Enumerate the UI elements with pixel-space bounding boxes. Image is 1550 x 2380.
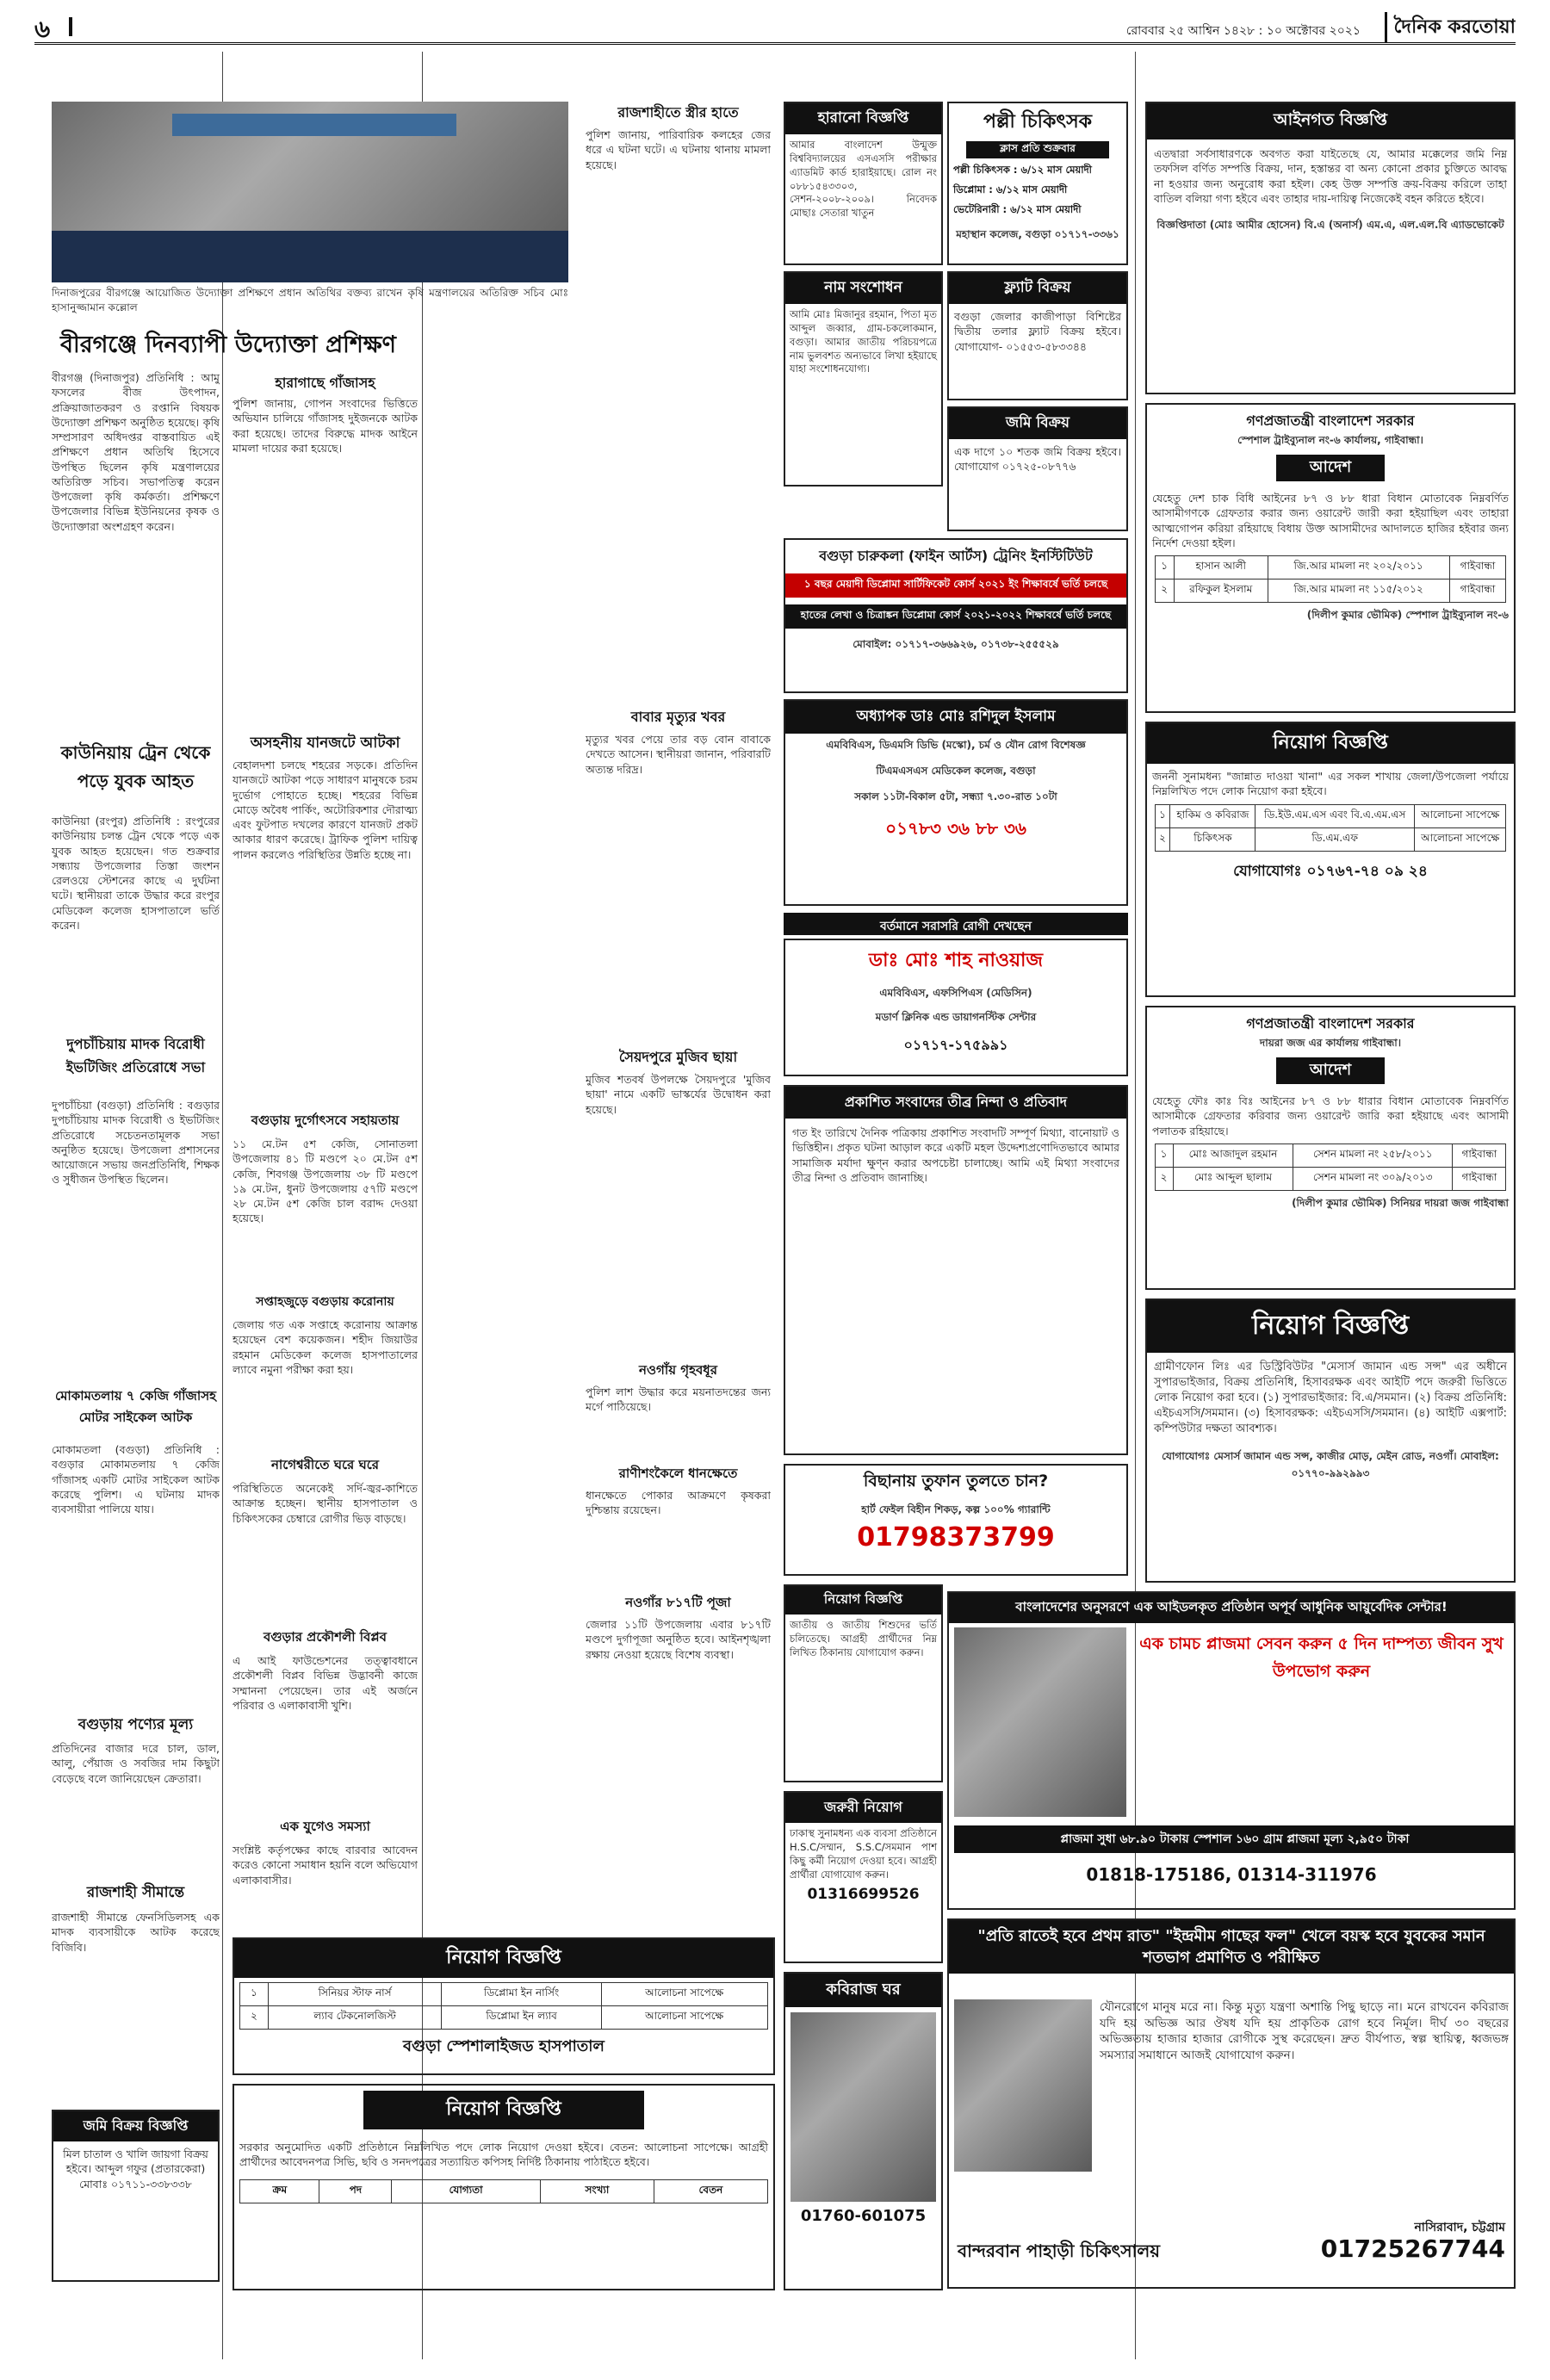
article-naogaon-puja: জেলার ১১টি উপজেলায় এবার ৮১৭টি মণ্ডপে দুর্গাপূজা অনুষ্ঠিত হবে। আইনশৃঙ্খলা রক্ষায় নেওয়া হয়েছে বিশেষ ব্যবস্থা। [586,1618,771,1661]
job1-cell: ডি.এম.এফ [1256,827,1414,851]
headline-rajshahi-wife: রাজশাহীতে স্ত্রীর হাতে [617,104,739,121]
headline-corona: সপ্তাহজুড়ে বগুড়ায় করোনায় [256,1295,394,1309]
indromim-title: "প্রতি রাতেই হবে প্রথম রাত" "ইন্দ্রমীম গাছের ফল" খেলে বয়স্ক হবে যুবকের সমান শতভাগ প্রমাণিত ও পরীক্ষিত [949,1920,1514,1974]
hospital-cell: সিনিয়র স্টাফ নার্স [268,1983,442,2006]
ad-protest [784,1085,1128,1455]
ad-charukola [784,538,1128,693]
court2-sub: দায়রা জজ এর কার্যালয় গাইবান্ধা। [1259,1037,1402,1049]
headline-engineer: বগুড়ার প্রকৌশলী বিপ্লব [264,1629,387,1645]
ad-urgent-title: জরুরী নিয়োগ [785,1793,941,1823]
court-order-1 [1145,403,1516,713]
ad-kabiraj-title: কবিরাজ ঘর [785,1974,941,2007]
court1-cell: ২ [1155,580,1174,603]
ayur-phone: 01818-175186, 01314-311976 [1086,1864,1377,1885]
bottom-job-header: বেতন [654,2179,768,2203]
ayur-image [954,1627,1126,1817]
court1-cell: গাইবান্ধা [1449,556,1506,580]
job1-cell: ডি.ইউ.এম.এস এবং বি.এ.এম.এস [1256,804,1414,827]
article-dupchanchia: দুপচাঁচিয়া (বগুড়া) প্রতিনিধি : বগুড়ার দুপচাঁচিয়ায় মাদক বিরোধী ও ইভটিজিং প্রতিরোধে সচেতনতামূলক সভা অনুষ্ঠিত হয়েছে। উপজেলা প্রশাসনের আয়োজনে সভায় জনপ্রতিনিধি, শিক্ষক ও সুধীজন উপস্থিত ছিলেন। [52,1099,220,1187]
headline-mujib: সৈয়দপুরে মুজিব ছায়া [618,1049,738,1065]
article-corona: জেলায় গত এক সপ্তাহে করোনায় আক্রান্ত হয়েছেন বেশ কয়েকজন। শহীদ জিয়াউর রহমান মেডিকেল কলেজ হাসপাতালের ল্যাবে নমুনা পরীক্ষা করা হয়। [232,1318,418,1376]
job1-title: নিয়োগ বিজ্ঞপ্তি [1147,723,1514,764]
article-engineer: এ আই ফাউন্ডেশনের তত্ত্বাবধানে প্রকৌশলী বিপ্লব বিভিন্ন উদ্ভাবনী কাজে সম্মাননা পেয়েছেন। তার এই অর্জনে পরিবার ও এলাকাবাসী খুশি। [232,1654,418,1712]
court2-cell: মোঃ আজাদুল রহমান [1173,1144,1293,1167]
hospital-cell: ল্যাব টেকনোলজিস্ট [268,2006,442,2030]
column-divider [222,52,223,2359]
ad-name-title: নাম সংশোধন [785,273,941,304]
ad-land-sale-text: মিল চাতাল ও খালি জায়গা বিক্রয় হইবে। আব্দুল গফুর (প্রতারকেরা) মোবাঃ ০১৭১১-৩৩৮৩৩৮ [63,2148,208,2191]
court1-cell: হাসান আলী [1174,556,1268,580]
ad-urgent-job [784,1791,943,1963]
court2-cell: ২ [1155,1167,1173,1190]
ad-ayurvedic [947,1591,1516,1910]
photo-banner [172,114,456,136]
headline-haragach: হারাগাছে গাঁজাসহ [275,375,375,391]
headline-problem: এক যুগেও সমস্যা [280,1819,370,1834]
headline-birganj: বীরগঞ্জে দিনব্যাপী উদ্যোক্তা প্রশিক্ষণ [59,332,396,358]
job1-cell: ২ [1155,827,1170,851]
ad-nawaz-place: মডার্ণ ক্লিনিক এন্ড ডায়াগনস্টিক সেন্টার [875,1011,1037,1023]
ad-niyog-small-text: জাতীয় ও জাতীয় শিশুদের ভর্তি চলিতেছে। আগ্রহী প্রার্থীদের নিম্ন লিখিত ঠিকানায় যোগাযোগ করুন। [790,1619,937,1658]
court2-cell: সেশন মামলা নং ৩০৯/২০১৩ [1293,1167,1453,1190]
headline-mokamtola: মোকামতলায় ৭ কেজি গাঁজাসহ মোটর সাইকেল আটক [54,1388,216,1425]
hospital-job-title: নিয়োগ বিজ্ঞপ্তি [234,1939,773,1978]
court1-text: যেহেতু দেশ চাক বিধি আইনের ৮৭ ও ৮৮ ধারা বিধান মোতাবেক নিম্নবর্ণিত আসামীগণকে গ্রেফতার করার জন্য ওয়ারেন্ট জারী করা হইয়াছিল এবং তাহারা আত্মগোপন করিয়া রহিয়াছে বিধায় উক্ত আসামীদের আদালতে হাজির হইবার জন্য নির্দেশ দেওয়া হইল। [1152,492,1509,549]
job1-cell: আলোচনা সাপেক্ষে [1414,827,1506,851]
ad-direct-patient-banner: বর্তমানে সরাসরি রোগী দেখছেন [784,913,1128,935]
ad-doctor-degree: এমবিবিএস, ডিএমসি ডিভি (মস্কো), চর্ম ও যৌন রোগ বিশেষজ্ঞ [826,739,1086,751]
ad-palli-line: পল্লী চিকিৎসক : ৬/১২ মাস মেয়াদী [953,164,1092,176]
ad-kabiraj-image [790,2012,936,2202]
bottom-job-header: যোগ্যতা [392,2179,540,2203]
court1-cell: জি.আর মামলা নং ২০২/২০১১ [1268,556,1449,580]
court2-cell: সেশন মামলা নং ২৫৮/২০১১ [1293,1144,1453,1167]
photo-table [52,231,568,282]
ad-hospital-job [232,1937,775,2075]
indromim-phone: 01725267744 [1320,2234,1505,2263]
headline-naogaon-puja: নওগাঁর ৮১৭টি পূজা [625,1595,731,1610]
article-ranishankail: ধানক্ষেতে পোকার আক্রমণে কৃষকরা দুশ্চিন্তায় রয়েছেন। [586,1489,771,1517]
bottom-job-text: সরকার অনুমোদিত একটি প্রতিষ্ঠানে নিম্নলিখিত পদে লোক নিয়োগ দেওয়া হইবে। বেতন: আলোচনা সাপেক্ষে। আগ্রহী প্রার্থীদের আবেদনপত্র সিভি, ছবি ও সনদপত্রের সত্যায়িত কপিসহ নির্দিষ্ট ঠিকানায় পাঠাইতে হইবে। [239,2141,768,2169]
hospital-cell: ডিপ্লোমা ইন নার্সিং [442,1983,601,2006]
ad-job-1 [1145,722,1516,997]
article-mujib: মুজিব শতবর্ষ উপলক্ষে সৈয়দপুরে 'মুজিব ছায়া' নামে একটি ভাস্কর্যের উদ্বোধন করা হয়েছে। [586,1073,771,1116]
court-order-2 [1145,1006,1516,1290]
court2-cell: মোঃ আব্দুল ছালাম [1173,1167,1293,1190]
job2-text: গ্রামীণফোন লিঃ এর ডিস্ট্রিবিউটর "মেসার্স জামান এন্ড সন্স" এর অধীনে সুপারভাইজার, বিক্রয় প্রতিনিধি, হিসাবরক্ষক এবং আইটি পদে জরুরী ভিত্তিতে লোক নিয়োগ করা হবে। (১) সুপারভাইজার: বি.এ/সমমান। (২) বিক্রয় প্রতিনিধি: এইচএসসি/সমমান। (৩) হিসাবরক্ষক: এইচএসসি/সমমান। (৪) আইটি এক্সপার্ট: কম্পিউটার দক্ষতা আবশ্যক। [1154,1360,1507,1435]
ad-job-2 [1145,1298,1516,1583]
court1-table [1155,555,1507,603]
article-nageshwari: পরিস্থিতিতে অনেকেই সর্দি-জ্বর-কাশিতে আক্রান্ত হচ্ছেন। স্থানীয় হাসপাতাল ও চিকিৎসকের চেম্বারে রোগীর ভিড় বাড়ছে। [232,1482,418,1525]
ad-legal-signature: বিজ্ঞপ্তিদাতা (মোঃ আমীর হোসেন) বি.এ (অনার্স) এম.এ, এল.এল.বি এ্যাডভোকেট [1156,219,1504,231]
ad-bichana [784,1464,1128,1576]
ad-legal-text: এতদ্বারা সর্বসাধারণকে অবগত করা যাইতেছে যে, আমার মক্কেলের জমি নিম্ন তফসিল বর্ণিত সম্পত্তি বিক্রয়, দান, হস্তান্তর বা অন্য কোনো প্রকার চুক্তিতে আবদ্ধ না হওয়ার জন্য অনুরোধ করা হইল। কেহ উক্ত সম্পত্তি ক্রয়-বিক্রয় করিলে তাহা বাতিল বলিয়া গণ্য হইবে এবং তাহার দায়-দায়িত্ব নিজেকেই বহন করিতে হইবে। [1154,147,1507,205]
job1-table [1155,804,1507,852]
ad-doctor-rashidul [784,699,1128,906]
header-date: রোববার ২৫ আশ্বিন ১৪২৮ : ১০ অক্টোবর ২০২১ [1125,24,1361,38]
court2-cell: ১ [1155,1144,1173,1167]
photo-caption: দিনাজপুরের বীরগঞ্জে আয়োজিত উদ্যোক্তা প্রশিক্ষণে প্রধান অতিথির বক্তব্য রাখেন কৃষি মন্ত্রণালয়ের অতিরিক্ত সচিব মোঃ হাসানুজ্জামান কল্লোল [52,287,568,313]
headline-nageshwari: নাগেশ্বরীতে ঘরে ঘরে [270,1457,380,1472]
ad-legal-title: আইনগত বিজ্ঞপ্তি [1147,103,1514,139]
court1-cell: জি.আর মামলা নং ১১৫/২০১২ [1268,580,1449,603]
article-problem: সংশ্লিষ্ট কর্তৃপক্ষের কাছে বারবার আবেদন করেও কোনো সমাধান হয়নি বলে অভিযোগ এলাকাবাসীর। [232,1844,418,1887]
headline-father: বাবার মৃত্যুর খবর [630,709,726,725]
court2-table [1155,1144,1507,1191]
ad-bichana-sub: হার্ট ফেইল বিহীন শিকড়, কল্প ১০০% গ্যারান্টি [861,1503,1051,1515]
ad-palli-line: ভেটেরিনারী : ৬/১২ মাস মেয়াদী [953,203,1082,215]
ad-charukola-line2: হাতের লেখা ও চিত্রাঙ্কন ডিপ্লোমা কোর্স ২০২১-২০২২ শিক্ষাবর্ষে ভর্তি চলছে [785,604,1126,629]
hospital-cell: ডিপ্লোমা ইন ল্যাব [442,2006,601,2030]
ad-land-sale-2 [947,406,1128,531]
ad-nawaz-phone: ০১৭১৭-১৭৫৯৯১ [903,1037,1008,1053]
ad-doctor-time: সকাল ১১টা-বিকাল ৫টা, সন্ধ্যা ৭.৩০-রাত ১০টা [854,790,1057,803]
masthead: দৈনিক করতোয়া [1385,12,1516,44]
court2-title: গণপ্রজাতন্ত্রী বাংলাদেশ সরকার [1246,1015,1415,1032]
ad-legal-notice [1145,102,1516,394]
hospital-cell: ১ [240,1983,268,2006]
ad-charukola-title: বগুড়া চারুকলা (ফাইন আর্টস) ট্রেনিং ইনস্টিটিউট [819,548,1093,564]
ad-charukola-contact: মোবাইল: ০১৭১৭-৩৬৬৯২৬, ০১৭৩৮-২৫৫৫২৯ [852,638,1059,650]
ad-doctor-title: অধ্যাপক ডাঃ মোঃ রশিদুল ইসলাম [785,701,1126,734]
court2-heading: আদেশ [1276,1057,1385,1084]
court1-heading: আদেশ [1276,455,1385,481]
job1-cell: চিকিৎসক [1170,827,1256,851]
indromim-name: বান্দরবান পাহাড়ী চিকিৎসালয় [958,2241,1161,2261]
job1-cell: আলোচনা সাপেক্ষে [1414,804,1506,827]
hospital-job-table [239,1982,767,2030]
ayur-sub: এক চামচ প্লাজমা সেবন করুন ৫ দিন দাম্পত্য জীবন সুখ উপভোগ করুন [1139,1634,1504,1681]
bottom-job-header: সংখ্যা [540,2179,654,2203]
ad-flat-title: ফ্ল্যাট বিক্রয় [949,273,1126,304]
court1-sub: স্পেশাল ট্রাইব্যুনাল নং-৬ কার্যালয়, গাইবান্ধা। [1237,434,1423,446]
article-birganj: বীরগঞ্জ (দিনাজপুর) প্রতিনিধি : আমু ফসলের বীজ উৎপাদন, প্রক্রিয়াজাতকরণ ও রপ্তানি বিষয়ক উদ্যোক্তা প্রশিক্ষণ অনুষ্ঠিত হয়েছে। কৃষি সম্প্রসারণ অধিদপ্তর বাস্তবায়িত এই প্রশিক্ষণে প্রধান অতিথি হিসেবে উপস্থিত ছিলেন কৃষি মন্ত্রণালয়ের অতিরিক্ত সচিব। সভাপতিত্ব করেন উপজেলা কৃষি কর্মকর্তা। প্রশিক্ষণে উপজেলার বিভিন্ন ইউনিয়নের কৃষক ও উদ্যোক্তারা অংশগ্রহণ করেন। [52,371,220,533]
page-number: ৬ [34,15,51,43]
hospital-cell: আলোচনা সাপেক্ষে [601,2006,767,2030]
article-rajshahi-wife: পুলিশ জানায়, পারিবারিক কলহের জের ধরে এ ঘটনা ঘটে। এ ঘটনায় থানায় মামলা হয়েছে। [586,128,771,171]
ad-nawaz-degree: এমবিবিএস, এফসিপিএস (মেডিসিন) [879,987,1032,999]
court1-cell: রফিকুল ইসলাম [1174,580,1268,603]
article-bogura-price: প্রতিদিনের বাজার দরে চাল, ডাল, আলু, পেঁয়াজ ও সবজির দাম কিছুটা বেড়েছে বলে জানিয়েছেন ক্রেতারা। [52,1742,220,1785]
headline-durga: বগুড়ায় দুর্গোৎসবে সহায়তায় [251,1113,400,1128]
article-traffic: বেহালদশা চলছে শহরের সড়কে। প্রতিদিন যানজটে আটকা পড়ে সাধারণ মানুষকে চরম দুর্ভোগ পোহাতে হচ্ছে। শহরের বিভিন্ন মোড়ে অবৈধ পার্কিং, অটোরিকশার দৌরাত্ম্য এবং ফুটপাত দখলের কারণে যানজট প্রকট আকার ধারণ করেছে। ট্রাফিক পুলিশ দায়িত্ব পালন করলেও পরিস্থিতির উন্নতি হচ্ছে না। [232,759,418,861]
ad-indromim [947,1918,1516,2289]
ayur-title: বাংলাদেশের অনুসরণে এক আইডলকৃত প্রতিষ্ঠান অপূর্ব আধুনিক আয়ুর্বেদিক সেন্টার! [949,1593,1514,1623]
ad-bichana-title: বিছানায় তুফান তুলতে চান? [863,1472,1049,1491]
bottom-job-header: পদ [319,2179,392,2203]
ad-doctor-phone: ০১৭৮৩ ৩৬ ৮৮ ৩৬ [885,818,1026,839]
ad-land2-text: এক দাগে ১০ শতক জমি বিক্রয় হইবে। যোগাযোগ ০১৭২৫-০৮৭৭৬ [954,445,1121,474]
court2-cell: গাইবান্ধা [1453,1167,1506,1190]
header-rule [69,17,72,36]
ad-flat-sale [947,271,1128,400]
ad-lost-notice-text: আমার বাংলাদেশ উন্মুক্ত বিশ্ববিদ্যালয়ের এসএসসি পরীক্ষার এ্যাডমিট কার্ড হারাইয়াছে। রোল নং ০৮৮১৫৪৩৩০৩, সেশন-২০০৮-২০০৯। নিবেদক মোছাঃ সেতারা খাতুন [790,139,937,220]
ad-land2-title: জমি বিক্রয় [949,408,1126,439]
ad-niyog-small [784,1584,943,1782]
ad-urgent-phone: 01316699526 [807,1886,920,1904]
ad-palli-line: ডিপ্লোমা : ৬/১২ মাস মেয়াদী [953,183,1068,195]
ad-land-sale [52,2110,220,2282]
news-photo [52,102,568,282]
ad-palli-contact: মহাস্থান কলেজ, বগুড়া ০১৭১৭-৩৩৬১ [956,228,1119,240]
ad-charukola-line1: ১ বছর মেয়াদী ডিপ্লোমা সার্টিফিকেট কোর্স ২০২১ ইং শিক্ষাবর্ষে ভর্তি চলছে [785,573,1126,598]
ad-protest-title: প্রকাশিত সংবাদের তীব্র নিন্দা ও প্রতিবাদ [785,1087,1126,1119]
hospital-cell: ২ [240,2006,268,2030]
court1-cell: গাইবান্ধা [1449,580,1506,603]
ad-name-text: আমি মোঃ মিজানুর রহমান, পিতা মৃত আব্দুল জব্বার, গ্রাম-চকলোকমান, বগুড়া। আমার জাতীয় পরিচয়পত্রে নাম ভুলবশত অন্যভাবে লিখা হইয়াছে যাহা সংশোধনযোগ্য। [790,308,937,375]
page-header [34,10,1516,45]
court2-signature: (দিলীপ কুমার ভৌমিক) সিনিয়র দায়রা জজ গাইবান্ধা [1292,1196,1509,1209]
job1-text: জননী সুনামধন্য "জান্নাত দাওয়া খানা" এর সকল শাখায় জেলা/উপজেলা পর্যায়ে নিম্নলিখিত পদে লোক নিয়োগ করা হইবে। [1152,770,1509,798]
ad-bichana-phone: 01798373799 [857,1522,1055,1553]
ad-name-correction [784,271,943,487]
article-naogaon: পুলিশ লাশ উদ্ধার করে ময়নাতদন্তের জন্য মর্গে পাঠিয়েছে। [586,1385,771,1414]
ad-niyog-small-title: নিয়োগ বিজ্ঞপ্তি [785,1586,941,1615]
ad-urgent-text: ঢাকাস্থ সুনামধন্য এক ব্যবসা প্রতিষ্ঠানে H.S.C/সম্মান, S.S.C/সমমান পাশ কিছু কর্মী নিয়োগ দেওয়া হবে। আগ্রহী প্রার্থীরা যোগাযোগ করুন। [790,1827,937,1881]
ad-kabiraj-phone: 01760-601075 [800,2207,927,2225]
ayur-band: প্লাজমা সুধা ৬৮.৯০ টাকায় স্পেশাল ১৬০ গ্রাম প্লাজমা মূল্য ২,৯৫০ টাকা [954,1825,1516,1853]
bottom-job-table [239,2179,767,2203]
court1-signature: (দিলীপ কুমার ভৌমিক) স্পেশাল ট্রাইব্যুনাল নং-৬ [1306,609,1509,621]
ad-flat-text: বগুড়া জেলার কাজীপাড়া বিশিষ্টের দ্বিতীয় তলার ফ্ল্যাট বিক্রয় হইবে। যোগাযোগ- ০১৫৫৩-৫৮৩৩৪৪ [954,310,1121,353]
article-father: মৃত্যুর খবর পেয়ে তার বড় বোন বাবাকে দেখতে আসেন। স্থানীয়রা জানান, পরিবারটি অত্যন্ত দরিদ্র। [586,733,771,776]
article-haragach: পুলিশ জানায়, গোপন সংবাদের ভিত্তিতে অভিযান চালিয়ে গাঁজাসহ দুইজনকে আটক করা হয়েছে। তাদের বিরুদ্ধে মাদক আইনে মামলা দায়ের করা হয়েছে। [232,397,418,455]
indromim-text: যৌনরোগে মানুষ মরে না। কিন্তু মৃত্যু যন্ত্রণা অশান্তি পিছু ছাড়ে না। মনে রাখবেন কবিরাজ যদি হয় অভিজ্ঞ আর ঔষধ যদি হয় প্রাকৃতিক রোগ হবে নির্মূল। দীর্ঘ ৩০ বছরের অভিজ্ঞতায় হাজার হাজার রোগীকে সুস্থ করেছেন। দ্রুত বীর্যপাত, স্বল্প স্থায়িত্ব, ধ্বজভঙ্গ সমস্যার সমাধানে আজই যোগাযোগ করুন। [1100,2000,1509,2062]
ad-lost-notice-title: হারানো বিজ্ঞপ্তি [785,103,941,134]
job1-cell: ১ [1155,804,1170,827]
headline-bogura-price: বগুড়ায় পণ্যের মূল্য [78,1716,194,1733]
article-rajshahi-border: রাজশাহী সীমান্তে ফেনসিডিলসহ এক মাদক ব্যবসায়ীকে আটক করেছে বিজিবি। [52,1911,220,1954]
ad-palli-chikitsok [947,102,1128,265]
court2-cell: গাইবান্ধা [1453,1144,1506,1167]
headline-ranishankail: রাণীশংকৈলে ধানক্ষেতে [618,1466,738,1481]
indromim-place: নাসিরাবাদ, চট্টগ্রাম [1414,2221,1505,2234]
headline-rajshahi-border: রাজশাহী সীমান্তে [86,1884,185,1901]
ad-palli-title: পল্লী চিকিৎসক [983,111,1093,133]
headline-traffic: অসহনীয় যানজটে আটকা [250,734,400,752]
job1-cell: হাকিম ও কবিরাজ [1170,804,1256,827]
court1-title: গণপ্রজাতন্ত্রী বাংলাদেশ সরকার [1246,412,1415,429]
ad-nawaz-title: ডাঃ মোঃ শাহ নাওয়াজ [868,950,1044,971]
article-mokamtola: মোকামতলা (বগুড়া) প্রতিনিধি : বগুড়ার মোকামতলায় ৭ কেজি গাঁজাসহ একটি মোটর সাইকেল আটক করেছে পুলিশ। এ ঘটনায় মাদক ব্যবসায়ীরা পালিয়ে যায়। [52,1443,220,1515]
headline-naogaon: নওগাঁয় গৃহবধূর [639,1362,717,1378]
court2-text: যেহেতু ফৌঃ কাঃ বিঃ আইনের ৮৭ ও ৮৮ ধারার বিধান মোতাবেক নিম্নবর্ণিত আসামীকে গ্রেফতার করিবার জন্য ওয়ারেন্ট জারি করা হইয়াছে এবং আসামী পলাতক রহিয়াছে। [1152,1094,1509,1137]
job2-title: নিয়োগ বিজ্ঞপ্তি [1147,1300,1514,1353]
bottom-job-title: নিয়োগ বিজ্ঞপ্তি [363,2091,644,2129]
ad-kabiraj [784,1972,943,2290]
ad-doctor-nawaz [784,939,1128,1076]
article-kaunia: কাউনিয়া (রংপুর) প্রতিনিধি : রংপুরের কাউনিয়ায় চলন্ত ট্রেন থেকে পড়ে এক যুবক আহত হয়েছেন। গত শুক্রবার সন্ধ্যায় উপজেলার তিস্তা জংশন রেলওয়ে স্টেশনের কাছে এ দুর্ঘটনা ঘটে। স্থানীয়রা তাকে উদ্ধার করে রংপুর মেডিকেল কলেজ হাসপাতালে ভর্তি করেন। [52,815,220,932]
ad-bottom-job [232,2084,775,2290]
ad-doctor-place: টিএমএসএস মেডিকেল কলেজ, বগুড়া [876,765,1036,777]
hospital-org: বগুড়া স্পেশালাইজড হাসপাতাল [403,2037,604,2055]
job2-contact: যোগাযোগঃ মেসার্স জামান এন্ড সন্স, কাজীর মোড়, মেইন রোড, নওগাঁ। মোবাইল: ০১৭৭০-৯৯২৯৯৩ [1162,1449,1499,1479]
ad-protest-text: গত ইং তারিখে দৈনিক পত্রিকায় প্রকাশিত সংবাদটি সম্পূর্ণ মিথ্যা, বানোয়াট ও ভিত্তিহীন। প্রকৃত ঘটনা আড়াল করে একটি মহল উদ্দেশ্যপ্রণোদিতভাবে আমার সামাজিক মর্যাদা ক্ষুণ্ন করার অপচেষ্টা চালাচ্ছে। আমি এই মিথ্যা সংবাদের তীব্র নিন্দা ও প্রতিবাদ জানাচ্ছি। [792,1126,1119,1184]
headline-dupchanchia: দুপচাঁচিয়ায় মাদক বিরোধী ইভটিজিং প্রতিরোধে সভা [65,1036,206,1075]
indromim-image [954,1999,1092,2172]
headline-kaunia: কাউনিয়ায় ট্রেন থেকে পড়ে যুবক আহত [60,742,211,791]
ad-lost-notice [784,102,943,265]
hospital-cell: আলোচনা সাপেক্ষে [601,1983,767,2006]
job1-contact: যোগাযোগঃ ০১৭৬৭-৭৪ ০৯ ২৪ [1233,862,1428,880]
ad-palli-sub: ক্লাস প্রতি শুক্রবার [966,141,1109,158]
article-durga: ১১ মে.টন ৫শ কেজি, সোনাতলা উপজেলায় ৪১ টি মণ্ডপে ২০ মে.টন ৫শ কেজি, শিবগঞ্জ উপজেলায় ৩৮ টি মণ্ডপে ১৯ মে.টন, ধুনট উপজেলায় ৫৭টি মণ্ডপে ২৮ মে.টন ৫শ কেজি চাল বরাদ্দ দেওয়া হয়েছে। [232,1137,418,1225]
ad-land-sale-title: জমি বিক্রয় বিজ্ঞপ্তি [53,2111,218,2141]
bottom-job-header: ক্রম [240,2179,319,2203]
court1-cell: ১ [1155,556,1174,580]
